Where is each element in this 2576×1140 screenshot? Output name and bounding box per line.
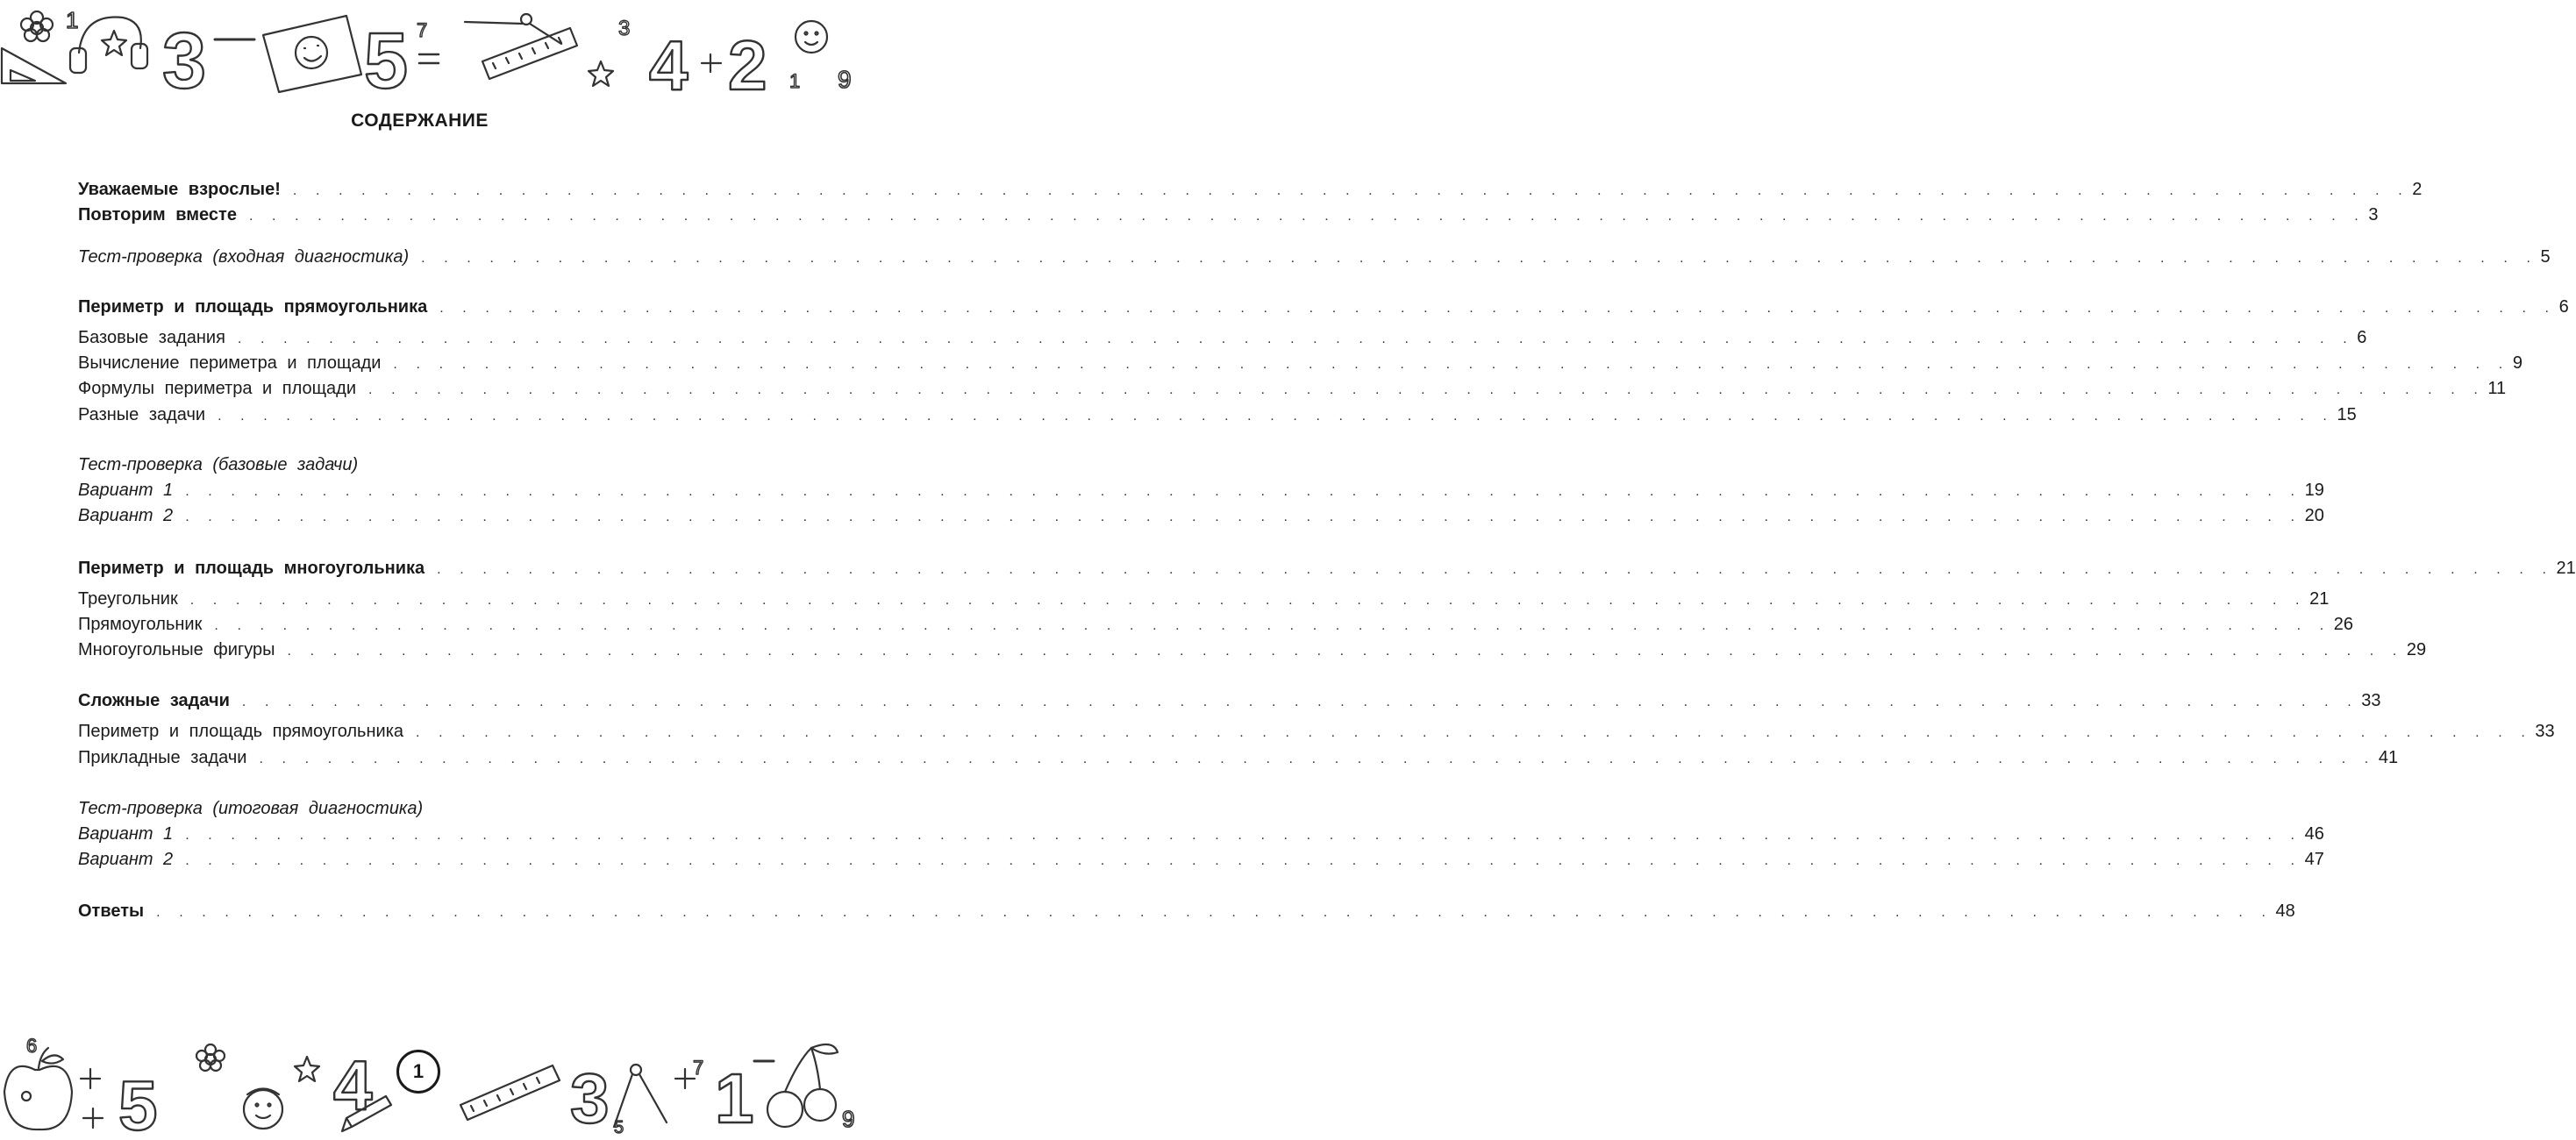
toc-leader: . . . . . . . . . . . . . . . . . . . . . . . . . . . . . . . . . . . . . . . . . . . . . . . . . . . . . . . . . . . . . . . . . . . . . . . . . . . . . . . . . . . . . . . . . . . . . xyxy=(421,251,2536,266)
toc-page-number: 15 xyxy=(2337,405,2357,424)
top-doodle-border xyxy=(0,0,866,105)
toc-section[interactable] xyxy=(78,689,2381,712)
toc-entry[interactable] xyxy=(78,178,2423,201)
doodle-digit: 2 xyxy=(728,26,767,104)
toc-leader: . . . . . . . . . . . . . . . . . . . . . . . . . . . . . . . . . . . . . . . . . . . . . . . . . . . . . . . . . . . . . . . . . . . . . . . . . . . . . . . . . . . . . . . . . . . . . xyxy=(393,357,2508,372)
toc-leader: . . . . . . . . . . . . . . . . . . . . . . . . . . . . . . . . . . . . . . . . . . . . . . . . . . . . . . . . . . . . . . . . . . . . . . . . . . . . . . . . . . . . . . . . . . . . . xyxy=(437,562,2551,577)
toc-page-number: 41 xyxy=(2378,748,2399,767)
smiley-icon xyxy=(244,1089,282,1129)
toc-entry[interactable] xyxy=(78,720,2555,743)
toc-entry-label: Вариант 1 xyxy=(78,824,174,844)
toc-entry[interactable] xyxy=(78,504,2324,527)
toc-entry[interactable] xyxy=(78,403,2357,426)
toc-entry-label: Вариант 2 xyxy=(78,850,174,869)
toc-page-number: 3 xyxy=(2368,205,2379,224)
toc-page-number: 46 xyxy=(2304,824,2324,844)
toc-page-number: 33 xyxy=(2535,722,2555,741)
toc-page-number: 29 xyxy=(2406,640,2427,659)
toc-entry[interactable] xyxy=(78,352,2522,374)
toc-leader: . . . . . . . . . . . . . . . . . . . . . . . . . . . . . . . . . . . . . . . . . . . . . . . . . . . . . . . . . . . . . . . . . . . . . . . . . . . . . . . . . . . . . . . . . . . . . xyxy=(237,331,2352,346)
toc-page-number: 11 xyxy=(2487,379,2507,398)
toc-leader: . . . . . . . . . . . . . . . . . . . . . . . . . . . . . . . . . . . . . . . . . . . . . . . . . . . . . . . . . . . . . . . . . . . . . . . . . . . . . . . . . . . . . . . . . . . . . xyxy=(287,644,2401,659)
toc-entry-label: Разные задачи xyxy=(78,405,206,424)
set-square-icon xyxy=(2,48,66,83)
toc-entry-label: Периметр и площадь прямоугольника xyxy=(78,722,404,741)
ruler-icon xyxy=(482,28,577,79)
doodle-digit: 1 xyxy=(66,7,79,33)
doodle-digit: 4 xyxy=(649,26,689,104)
toc-entry[interactable] xyxy=(78,823,2324,845)
toc-leader: . . . . . . . . . . . . . . . . . . . . . . . . . . . . . . . . . . . . . . . . . . . . . . . . . . . . . . . . . . . . . . . . . . . . . . . . . . . . . . . . . . . . . . . . . . . . . xyxy=(292,183,2408,198)
toc-entry-label: Тест-проверка (входная диагностика) xyxy=(78,247,410,267)
toc-entry[interactable] xyxy=(78,746,2399,769)
ruler-icon xyxy=(460,1065,560,1120)
doodle-digit: 5 xyxy=(614,1118,624,1137)
toc-page-number: 33 xyxy=(2361,691,2381,710)
doodle-digit: 3 xyxy=(162,18,207,105)
toc-section[interactable] xyxy=(78,557,2576,580)
toc-entry-label: Прикладные задачи xyxy=(78,748,247,767)
toc-leader: . . . . . . . . . . . . . . . . . . . . . . . . . . . . . . . . . . . . . . . . . . . . . . . . . . . . . . . . . . . . . . . . . . . . . . . . . . . . . . . . . . . . . . . . . . . . . xyxy=(248,209,2364,224)
toc-entry[interactable] xyxy=(78,203,2379,226)
toc-entry[interactable] xyxy=(78,848,2324,871)
toc-leader: . . . . . . . . . . . . . . . . . . . . . . . . . . . . . . . . . . . . . . . . . . . . . . . . . . . . . . . . . . . . . . . . . . . . . . . . . . . . . . . . . . . . . . . . . . . . . xyxy=(156,905,2271,920)
toc-page-number: 5 xyxy=(2540,247,2551,267)
flower-icon xyxy=(196,1044,225,1071)
toc-page-number: 20 xyxy=(2304,506,2324,525)
doodle-digit: 9 xyxy=(842,1106,855,1132)
toc-entry-label: Базовые задания xyxy=(78,328,225,347)
toc-group-heading: Тест-проверка (итоговая диагностика) xyxy=(78,799,424,818)
toc-entry-label: Сложные задачи xyxy=(78,691,230,710)
toc-leader: . . . . . . . . . . . . . . . . . . . . . . . . . . . . . . . . . . . . . . . . . . . . . . . . . . . . . . . . . . . . . . . . . . . . . . . . . . . . . . . . . . . . . . . . . . . . . xyxy=(259,752,2373,766)
compass-icon xyxy=(465,14,561,44)
toc-entry-label: Прямоугольник xyxy=(78,615,203,634)
banknote-icon xyxy=(263,16,361,92)
toc-entry-label: Вариант 2 xyxy=(78,506,174,525)
toc-leader: . . . . . . . . . . . . . . . . . . . . . . . . . . . . . . . . . . . . . . . . . . . . . . . . . . . . . . . . . . . . . . . . . . . . . . . . . . . . . . . . . . . . . . . . . . . . . xyxy=(241,695,2357,709)
apple-icon xyxy=(4,1048,72,1129)
doodle-digit: 1 xyxy=(715,1059,754,1137)
toc-section[interactable] xyxy=(78,900,2295,923)
page-title: СОДЕРЖАНИЕ xyxy=(351,110,489,131)
toc-entry-label: Вычисление периметра и площади xyxy=(78,353,382,373)
toc-page-number: 48 xyxy=(2275,901,2295,921)
toc-entry[interactable] xyxy=(78,588,2330,610)
toc-leader: . . . . . . . . . . . . . . . . . . . . . . . . . . . . . . . . . . . . . . . . . . . . . . . . . . . . . . . . . . . . . . . . . . . . . . . . . . . . . . . . . . . . . . . . . . . . . xyxy=(218,409,2332,424)
toc-page-number: 6 xyxy=(2558,297,2569,317)
toc-group-heading: Тест-проверка (базовые задачи) xyxy=(78,455,359,474)
smiley-icon xyxy=(796,21,827,53)
toc-entry-label: Формулы периметра и площади xyxy=(78,379,357,398)
toc-entry-label: Уважаемые взрослые! xyxy=(78,180,281,199)
doodle-digit: 4 xyxy=(333,1046,373,1124)
page-number-badge: 1 xyxy=(396,1050,440,1094)
toc-entry[interactable] xyxy=(78,613,2353,636)
toc-page-number: 26 xyxy=(2333,615,2353,634)
doodle-digit: 1 xyxy=(789,70,801,92)
toc-section[interactable] xyxy=(78,296,2569,318)
toc-entry-label: Треугольник xyxy=(78,589,178,609)
doodle-digit: 7 xyxy=(417,19,428,41)
doodle-digit: 3 xyxy=(570,1059,610,1137)
star-icon xyxy=(295,1057,319,1081)
doodle-digit: 9 xyxy=(838,66,852,93)
toc-entry[interactable] xyxy=(78,479,2324,502)
toc-entry-label: Периметр и площадь многоугольника xyxy=(78,559,425,578)
toc-leader: . . . . . . . . . . . . . . . . . . . . . . . . . . . . . . . . . . . . . . . . . . . . . . . . . . . . . . . . . . . . . . . . . . . . . . . . . . . . . . . . . . . . . . . . . . . . . xyxy=(368,382,2483,397)
star-icon xyxy=(589,61,613,86)
toc-page-number: 9 xyxy=(2512,353,2522,373)
doodle-digit: 7 xyxy=(693,1057,704,1079)
toc-entry-label: Повторим вместе xyxy=(78,205,237,224)
doodle-digit: 3 xyxy=(618,17,631,40)
toc-page-number: 19 xyxy=(2304,481,2324,500)
toc-leader: . . . . . . . . . . . . . . . . . . . . . . . . . . . . . . . . . . . . . . . . . . . . . . . . . . . . . . . . . . . . . . . . . . . . . . . . . . . . . . . . . . . . . . . . . . . . . xyxy=(416,725,2530,740)
toc-entry-label: Вариант 1 xyxy=(78,481,174,500)
doodle-digit: 5 xyxy=(364,18,409,105)
toc-entry[interactable] xyxy=(78,638,2427,661)
doodle-digit: 5 xyxy=(118,1066,158,1140)
toc-entry[interactable] xyxy=(78,246,2551,268)
toc-leader: . . . . . . . . . . . . . . . . . . . . . . . . . . . . . . . . . . . . . . . . . . . . . . . . . . . . . . . . . . . . . . . . . . . . . . . . . . . . . . . . . . . . . . . . . . . . . xyxy=(185,853,2300,868)
star-icon xyxy=(102,31,126,55)
toc-entry-label: Многоугольные фигуры xyxy=(78,640,275,659)
cherry-icon xyxy=(767,1044,838,1127)
toc-leader: . . . . . . . . . . . . . . . . . . . . . . . . . . . . . . . . . . . . . . . . . . . . . . . . . . . . . . . . . . . . . . . . . . . . . . . . . . . . . . . . . . . . . . . . . . . . . xyxy=(185,509,2300,524)
toc-leader: . . . . . . . . . . . . . . . . . . . . . . . . . . . . . . . . . . . . . . . . . . . . . . . . . . . . . . . . . . . . . . . . . . . . . . . . . . . . . . . . . . . . . . . . . . . . . xyxy=(185,828,2300,843)
toc-page-number: 21 xyxy=(2309,589,2330,609)
toc-entry-label: Периметр и площадь прямоугольника xyxy=(78,297,428,317)
toc-page-number: 47 xyxy=(2304,850,2324,869)
toc-leader: . . . . . . . . . . . . . . . . . . . . . . . . . . . . . . . . . . . . . . . . . . . . . . . . . . . . . . . . . . . . . . . . . . . . . . . . . . . . . . . . . . . . . . . . . . . . . xyxy=(189,593,2305,608)
toc-leader: . . . . . . . . . . . . . . . . . . . . . . . . . . . . . . . . . . . . . . . . . . . . . . . . . . . . . . . . . . . . . . . . . . . . . . . . . . . . . . . . . . . . . . . . . . . . . xyxy=(185,484,2300,499)
toc-page-number: 21 xyxy=(2556,559,2576,578)
toc-leader: . . . . . . . . . . . . . . . . . . . . . . . . . . . . . . . . . . . . . . . . . . . . . . . . . . . . . . . . . . . . . . . . . . . . . . . . . . . . . . . . . . . . . . . . . . . . . xyxy=(214,618,2329,633)
toc-leader: . . . . . . . . . . . . . . . . . . . . . . . . . . . . . . . . . . . . . . . . . . . . . . . . . . . . . . . . . . . . . . . . . . . . . . . . . . . . . . . . . . . . . . . . . . . . . xyxy=(439,301,2554,316)
doodle-digit: 6 xyxy=(26,1035,38,1057)
flower-icon xyxy=(21,11,53,41)
toc-entry-label: Ответы xyxy=(78,901,145,921)
toc-entry[interactable] xyxy=(78,326,2367,349)
toc-page-number: 2 xyxy=(2412,180,2423,199)
headphones-icon xyxy=(70,18,147,74)
toc-entry[interactable] xyxy=(78,377,2507,400)
toc-page-number: 6 xyxy=(2357,328,2367,347)
